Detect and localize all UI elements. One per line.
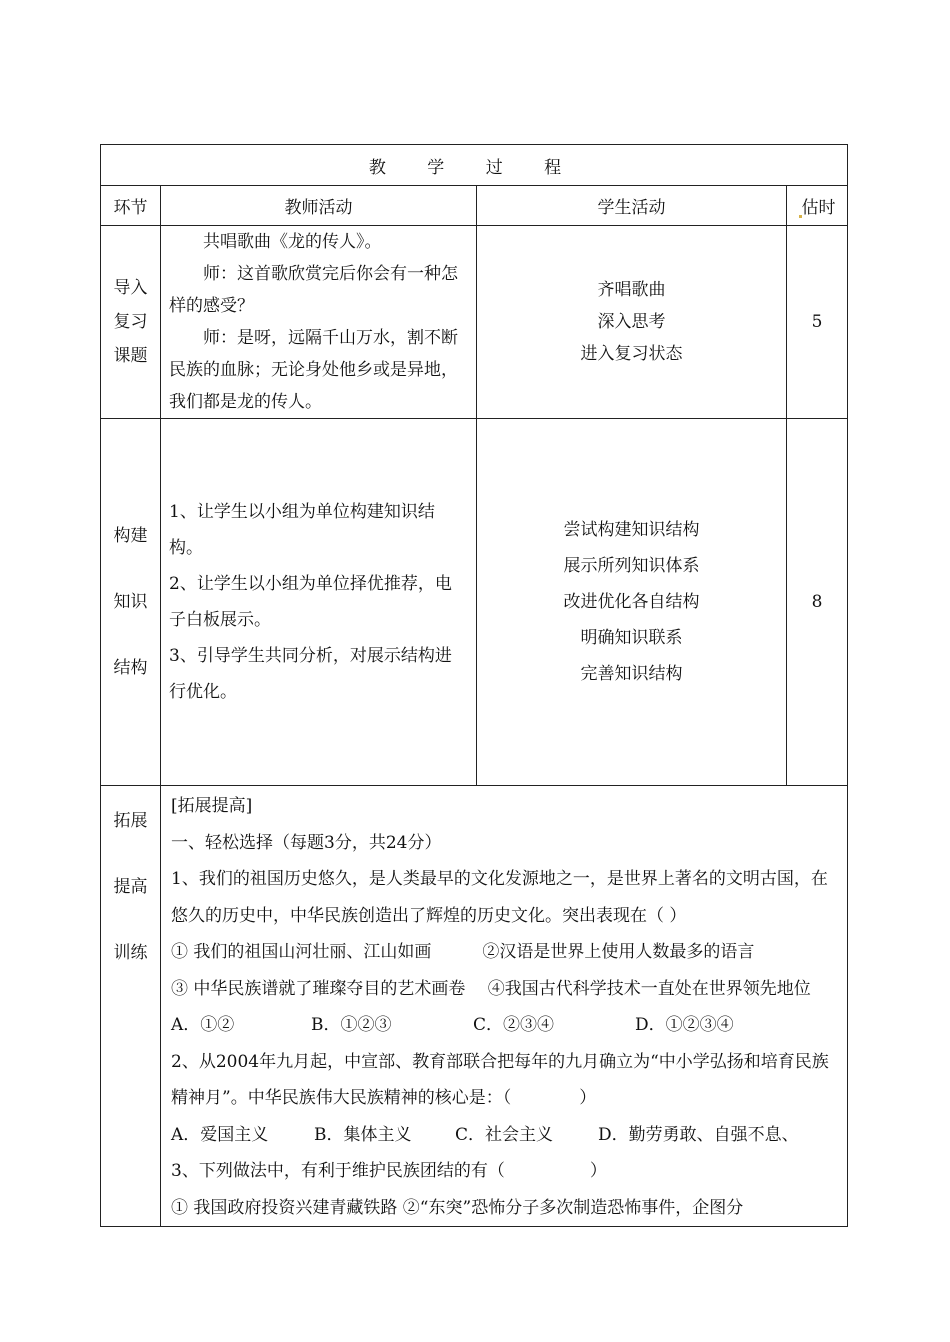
stage-line: 知识 [113, 592, 148, 612]
question-1-stem: 1、我们的祖国历史悠久，是人类最早的文化发源地之一，是世界上著名的文明古国，在悠久的历史中，中华民族创造出了辉煌的历史文化。突出表现在（ ） [171, 869, 828, 926]
teacher-paragraph: 师：是呀，远隔千山万水，割不断民族的血脉；无论身处他乡或是异地，我们都是龙的传人。 [169, 328, 458, 412]
stage-structure [101, 419, 161, 786]
question-2-options [171, 1117, 839, 1154]
stage-line: 训练 [113, 943, 148, 963]
student-line: 明确知识联系 [580, 628, 683, 648]
teacher-activity-intro [161, 226, 477, 419]
teacher-activity-structure [161, 419, 477, 786]
stage-line: 导入 [113, 278, 148, 298]
student-line: 进入复习状态 [580, 344, 683, 364]
option: B．①②③ [311, 1015, 392, 1035]
extension-heading: [拓展提高] [171, 796, 253, 816]
teacher-paragraph: 师：这首歌欣赏完后你会有一种怎样的感受？ [169, 264, 458, 316]
teacher-paragraph: 1、让学生以小组为单位构建知识结构。 [169, 502, 435, 558]
stage-extension [101, 786, 161, 1227]
stage-intro [101, 226, 161, 419]
question-1-items-line: ③ 中华民族谱就了璀璨夺目的艺术画卷 ④我国古代科学技术一直处在世界领先地位 [171, 978, 811, 999]
teacher-paragraph: 共唱歌曲《龙的传人》。 [203, 232, 382, 252]
student-line: 完善知识结构 [580, 664, 683, 684]
option: B．集体主义 [314, 1124, 412, 1145]
option: A．①② [171, 1015, 235, 1035]
teacher-paragraph: 3、引导学生共同分析，对展示结构进行优化。 [169, 646, 452, 702]
option: C．②③④ [473, 1015, 555, 1035]
stage-line: 结构 [113, 658, 148, 678]
student-activity-intro [477, 226, 787, 419]
section-heading: 一、轻松选择（每题3分，共24分） [171, 832, 442, 853]
teacher-paragraph: 2、让学生以小组为单位择优推荐，电子白板展示。 [169, 574, 452, 630]
table-title: 教 学 过 程 [101, 145, 848, 186]
question-3-stem: 3、下列做法中，有利于维护民族团结的有（ ） [171, 1161, 607, 1181]
option: D．①②③④ [635, 1015, 734, 1035]
student-line: 改进优化各自结构 [563, 592, 700, 612]
student-line: 齐唱歌曲 [597, 280, 666, 300]
stage-line: 拓展 [113, 811, 148, 831]
stage-line: 提高 [113, 877, 148, 897]
time-structure: 8 [787, 419, 848, 786]
header-stage: 环节 [101, 186, 161, 226]
student-line: 尝试构建知识结构 [563, 520, 700, 540]
time-intro: 5 [787, 226, 848, 419]
header-student-activity: 学生活动 [477, 186, 787, 226]
option: D．勤劳勇敢、自强不息、 [598, 1124, 799, 1145]
question-3-item: ① 我国政府投资兴建青藏铁路 ②“东突”恐怖分子多次制造恐怖事件，企图分 [171, 1197, 744, 1218]
teaching-process-table [100, 144, 848, 1227]
stage-line: 复习 [113, 312, 148, 332]
question-1-options [171, 1007, 839, 1044]
question-2-stem: 2、从2004年九月起，中宣部、教育部联合把每年的九月确立为“中小学弘扬和培育民族精神月”。中华民族伟大民族精神的核心是：（ ） [171, 1051, 829, 1108]
header-time-label: 估时 [801, 198, 836, 218]
stage-line: 课题 [113, 346, 148, 366]
extension-content [161, 786, 848, 1227]
student-activity-structure [477, 419, 787, 786]
student-line: 深入思考 [597, 312, 666, 332]
header-teacher-activity: 教师活动 [161, 186, 477, 226]
student-line: 展示所列知识体系 [563, 556, 700, 576]
question-1-items-line: ① 我们的祖国山河壮丽、江山如画 ②汉语是世界上使用人数最多的语言 [171, 942, 755, 962]
header-time [787, 186, 848, 226]
stage-line: 构建 [113, 526, 148, 546]
option: C．社会主义 [455, 1124, 554, 1145]
option: A．爱国主义 [171, 1124, 269, 1145]
